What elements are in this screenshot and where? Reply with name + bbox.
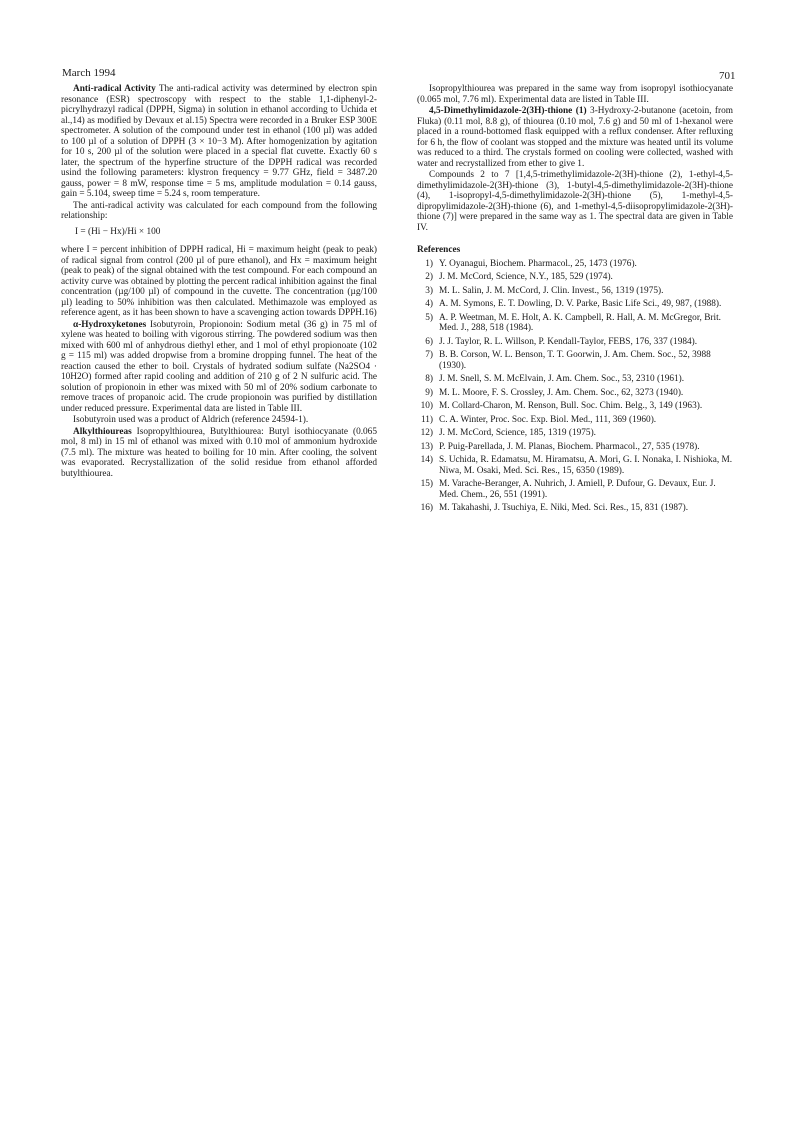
references-list <box>417 259 733 514</box>
reference-item <box>417 442 733 453</box>
section-heading-hydroxyketones: α-Hydroxyketones <box>73 319 147 330</box>
reference-item <box>417 350 733 371</box>
reference-number: 4) <box>425 299 433 309</box>
paragraph-text: The anti-radical activity was determined by electron spin resonance (ESR) spectroscopy with respect to the stable 1,1-diphenyl-2-picrylhydrazyl radical (DPPH, Sigma) in solution in ethanol according to Uchida et al.,14) as modified by Devaux et al.15) Spectra were recorded in a Bruker ESP 300E spectrometer. A solution of the compound under test in ethanol (100 µl) was added to 100 µl of a solution of DPPH (3 × 10−3 M). After homogenization by agitation for 10 s, 200 µl of the solution were placed in a special flat cuvette. Exactly 60 s later, the spectrum of the hyperfine structure of the DPPH radical was recorded usind the following parameters: klystron frequency = 9.77 GHz, field = 3487.20 gauss, power = 8 mW, response time = 5 ms, amplitude modulation = 0.14 gauss, gain = 5.104, sweep time = 5.24 s, room temperature. <box>61 84 377 199</box>
reference-text: A. M. Symons, E. T. Dowling, D. V. Parke, Basic Life Sci., 49, 987, (1988). <box>439 299 722 309</box>
reference-item <box>417 286 733 297</box>
reference-item <box>417 337 733 348</box>
reference-item <box>417 479 733 500</box>
reference-item <box>417 374 733 385</box>
reference-text: M. Takahashi, J. Tsuchiya, E. Niki, Med. Sci. Res., 15, 831 (1987). <box>439 503 689 513</box>
right-column <box>417 84 733 517</box>
inhibition-formula: I = (Hi − Hx)/Hi × 100 <box>75 226 161 237</box>
reference-number: 9) <box>425 387 433 398</box>
reference-number: 1) <box>425 258 433 269</box>
relationship-paragraph: The anti-radical activity was calculated for each compound from the following relationship: <box>61 200 377 221</box>
reference-text: A. P. Weetman, M. E. Holt, A. K. Campbell, R. Hall, A. M. McGregor, Brit. Med. J., 288, 518 (1984). <box>439 312 721 333</box>
reference-number: 13) <box>420 441 433 452</box>
reference-number: 3) <box>425 285 433 296</box>
reference-number: 15) <box>420 479 433 489</box>
left-column <box>61 84 377 480</box>
reference-item <box>417 299 733 310</box>
alkylthioureas-paragraph <box>61 427 377 480</box>
reference-text: J. J. Taylor, R. L. Willson, P. Kendall-Taylor, FEBS, 176, 337 (1984). <box>439 336 698 347</box>
reference-number: 8) <box>425 374 433 384</box>
imidazolethione-paragraph <box>417 106 733 169</box>
reference-text: M. Collard-Charon, M. Renson, Bull. Soc. Chim. Belg., 3, 149 (1963). <box>439 401 703 411</box>
reference-number: 6) <box>425 336 433 347</box>
reference-text: Y. Oyanagui, Biochem. Pharmacol., 25, 1473 (1976). <box>439 258 637 269</box>
reference-item <box>417 313 733 334</box>
hydroxyketones-paragraph <box>61 320 377 415</box>
reference-item <box>417 503 733 514</box>
reference-text: M. Varache-Beranger, A. Nuhrich, J. Amiell, P. Dufour, G. Devaux, Eur. J. Med. Chem., 26, 551 (1991). <box>439 479 716 500</box>
reference-number: 14) <box>420 455 433 465</box>
reference-number: 7) <box>425 350 433 360</box>
reference-number: 16) <box>420 503 433 513</box>
anti-radical-paragraph <box>61 84 377 200</box>
reference-number: 12) <box>420 428 433 438</box>
section-heading-alkylthioureas: Alkylthioureas <box>73 426 132 437</box>
reference-item <box>417 428 733 439</box>
reference-item <box>417 259 733 270</box>
reference-item <box>417 388 733 399</box>
reference-item <box>417 455 733 476</box>
reference-number: 11) <box>420 414 433 425</box>
reference-text: B. B. Corson, W. L. Benson, T. T. Goorwin, J. Am. Chem. Soc., 52, 3988 (1930). <box>439 350 711 371</box>
compounds-paragraph: Compounds 2 to 7 [1,4,5-trimethylimidazole-2(3H)-thione (2), 1-ethyl-4,5-dimethylimidazole-2(3H)-thione (3), 1-butyl-4,5-dimethylimidazole-2(3H)-thione (4), 1-isopropyl-4,5-dimethylimidazole-2(3H)-thione (5), 1-methyl-4,5-dipropylimidazole-2(3H)-thione (6), and 1-methyl-4,5-diisopropylimidazole-2(3H)-thione (7)] were prepared in the same way as 1. The spectral data are given in Table IV. <box>417 170 733 233</box>
reference-text: M. L. Salin, J. M. McCord, J. Clin. Invest., 56, 1319 (1975). <box>439 285 664 296</box>
running-header-date: March 1994 <box>62 67 116 79</box>
reference-text: J. M. Snell, S. M. McElvain, J. Am. Chem. Soc., 53, 2310 (1961). <box>439 374 685 384</box>
section-heading-imidazolethione: 4,5-Dimethylimidazole-2(3H)-thione (1) <box>429 106 587 116</box>
definitions-paragraph: where I = percent inhibition of DPPH radical, Hi = maximum height (peak to peak) of radical signal from control (200 µl of pure ethanol), and Hx = maximum height (peak to peak) of the signal obtained with the test compound. For each compound an activity curve was obtained by plotting the percent radical inhibition against the final concentration (µg/100 µl) of compound in the cuvette. The concentration (µg/100 µl) leading to 50% inhibition was then calculated. Methimazole was employed as reference agent, as it has been shown to have a scavenging action towards DPPH.16) <box>61 245 377 318</box>
reference-item <box>417 272 733 283</box>
page-number: 701 <box>719 70 736 82</box>
isobutyroin-paragraph: Isobutyroin used was a product of Aldrich (reference 24594-1). <box>73 415 309 425</box>
reference-text: P. Puig-Parellada, J. M. Planas, Biochem. Pharmacol., 27, 535 (1978). <box>439 441 700 452</box>
isopropylthiourea-paragraph: Isopropylthiourea was prepared in the same way from isopropyl isothiocyanate (0.065 mol, 7.76 ml). Experimental data are listed in Table III. <box>417 84 733 105</box>
reference-number: 2) <box>425 272 433 282</box>
references-heading: References <box>417 245 461 255</box>
reference-text: J. M. McCord, Science, N.Y., 185, 529 (1974). <box>439 272 613 282</box>
paragraph-text: 3-Hydroxy-2-butanone (acetoin, from Fluka) (0.11 mol, 8.8 g), of thiourea (0.10 mol, 7.6 g) and 50 ml of 1-hexanol were placed in a round-bottomed flask equipped with a reflux condenser. After refluxing for 6 h, the flow of coolant was stopped and the mixture was heated until its volume was reduced to a third. The crystals formed on cooling were collected, washed with water and recrystallized from ether to give 1. <box>417 106 733 169</box>
reference-text: M. L. Moore, F. S. Crossley, J. Am. Chem. Soc., 62, 3273 (1940). <box>439 387 684 398</box>
reference-item <box>417 415 733 426</box>
reference-number: 10) <box>420 401 433 411</box>
section-heading-anti-radical: Anti-radical Activity <box>73 84 156 94</box>
reference-text: C. A. Winter, Proc. Soc. Exp. Biol. Med., 111, 369 (1960). <box>439 414 657 425</box>
reference-item <box>417 401 733 412</box>
reference-text: S. Uchida, R. Edamatsu, M. Hiramatsu, A. Mori, G. I. Nonaka, I. Nishioka, M. Niwa, M. Osaki, Med. Sci. Res., 15, 6350 (1989). <box>439 455 733 476</box>
paragraph-text: Isopropylthiourea, Butylthiourea: Butyl isothiocyanate (0.065 mol, 8 ml) in 15 ml of ethanol was mixed with 0.10 mol of ammonium hydroxide (7.5 ml). The mixture was heated to boiling for 10 min. After cooling, the solvent was evaporated. Recrystallization of the solid residue from ethanol afforded butylthiourea. <box>61 426 377 479</box>
paragraph-text: Isobutyroin, Propionoin: Sodium metal (36 g) in 75 ml of xylene was heated to boiling with vigorous stirring. The powdered sodium was then mixed with 600 ml of anhydrous diethyl ether, and 1 mol of ethyl propionoate (102 g = 115 ml) was added dropwise from a bromine dropping funnel. The heat of the reaction caused the ether to boil. Crystals of hydrated sodium sulfate (Na2SO4 · 10H2O) formed after rapid cooling and addition of 210 g of 2 N sulfuric acid. The solution of propionoin in ether was mixed with 50 ml of 20% sodium carbonate to remove traces of propanoic acid. The crude propionoin was purified by distillation under reduced pressure. Experimental data are listed in Table III. <box>61 319 377 414</box>
reference-text: J. M. McCord, Science, 185, 1319 (1975). <box>439 428 596 438</box>
reference-number: 5) <box>425 312 433 323</box>
